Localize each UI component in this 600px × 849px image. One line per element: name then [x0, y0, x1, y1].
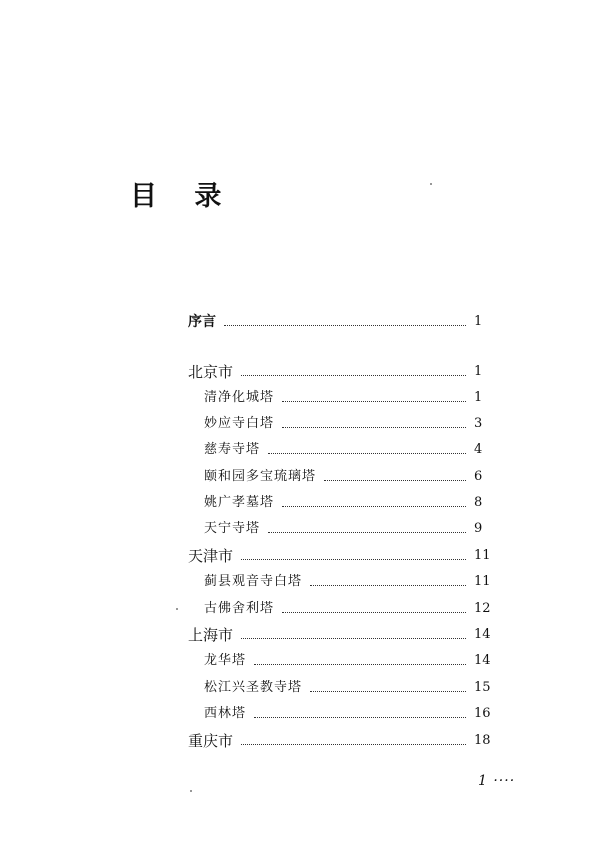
toc-entry-title: 序言 — [188, 314, 216, 330]
toc-entry — [204, 492, 490, 512]
toc-entry-title: 古佛舍利塔 — [204, 601, 275, 616]
toc-dot-leader — [268, 531, 466, 533]
toc-entry-page: 15 — [474, 680, 491, 695]
page-title: 目 录 — [130, 181, 236, 212]
toc-entry — [204, 571, 490, 591]
toc-entry-title: 龙华塔 — [204, 653, 247, 668]
toc-dot-leader — [310, 690, 466, 692]
toc-entry-page: 8 — [474, 495, 483, 510]
toc-entry — [204, 466, 490, 486]
toc-entry-title: 西林塔 — [204, 706, 247, 721]
toc-entry-title: 天宁寺塔 — [204, 521, 261, 536]
toc-dot-leader — [241, 374, 466, 376]
toc-entry-title: 清净化城塔 — [204, 390, 275, 405]
toc-dot-leader — [254, 663, 466, 665]
toc-entry — [188, 361, 490, 381]
toc-entry-title: 妙应寺白塔 — [204, 416, 275, 431]
toc-entry-title: 天津市 — [188, 547, 234, 565]
toc-entry-page: 14 — [474, 653, 491, 668]
toc-entry-page: 9 — [474, 521, 483, 536]
toc-dot-leader — [324, 479, 466, 481]
toc-entry-page: 4 — [474, 442, 483, 457]
toc-entry-page: 16 — [474, 706, 491, 721]
toc-entry-title: 上海市 — [188, 626, 234, 644]
toc-entry — [204, 439, 490, 459]
toc-entry-page: 6 — [474, 469, 483, 484]
toc-dot-leader — [282, 611, 466, 613]
toc-entry-page: 11 — [474, 548, 491, 563]
scan-speck — [190, 790, 192, 792]
toc-entry-page: 11 — [474, 574, 491, 589]
toc-entry — [188, 545, 490, 565]
toc-dot-leader — [241, 743, 466, 745]
toc-dot-leader — [310, 584, 466, 586]
toc-entry-page: 1 — [474, 314, 483, 329]
toc-dot-leader — [282, 400, 466, 402]
toc-dot-leader — [282, 505, 466, 507]
toc-dot-leader — [282, 426, 466, 428]
toc-entry-page: 3 — [474, 416, 483, 431]
toc-dot-leader — [241, 558, 466, 560]
toc-entry-page: 1 — [474, 364, 483, 379]
toc-entry — [204, 518, 490, 538]
toc-entry-page: 14 — [474, 627, 491, 642]
toc-entry — [188, 624, 490, 644]
toc-entry-title: 松江兴圣教寺塔 — [204, 680, 303, 695]
toc-entry — [204, 598, 490, 618]
toc-entry-title: 重庆市 — [188, 732, 234, 750]
toc-entry — [204, 677, 490, 697]
toc-dot-leader — [241, 637, 466, 639]
toc-entry-title: 蓟县观音寺白塔 — [204, 574, 303, 589]
toc-entry-page: 18 — [474, 733, 491, 748]
toc-entry — [204, 387, 490, 407]
toc-entry-page: 12 — [474, 601, 491, 616]
toc-entry — [188, 730, 490, 750]
toc-entry — [204, 413, 490, 433]
toc-entry-title: 慈寿寺塔 — [204, 442, 261, 457]
toc-entry — [204, 650, 490, 670]
toc-dot-leader — [224, 324, 466, 326]
toc-entry-title: 颐和园多宝琉璃塔 — [204, 469, 317, 484]
toc-entry-title: 姚广孝墓塔 — [204, 495, 275, 510]
toc-entry-title: 北京市 — [188, 363, 234, 381]
toc-dot-leader — [254, 716, 466, 718]
toc-entry — [204, 703, 490, 723]
toc-entry — [188, 311, 490, 331]
page-number: 1 ···· — [478, 773, 516, 789]
scan-speck — [176, 608, 178, 610]
toc-entry-page: 1 — [474, 390, 483, 405]
toc-dot-leader — [268, 452, 466, 454]
scan-speck — [430, 183, 432, 185]
